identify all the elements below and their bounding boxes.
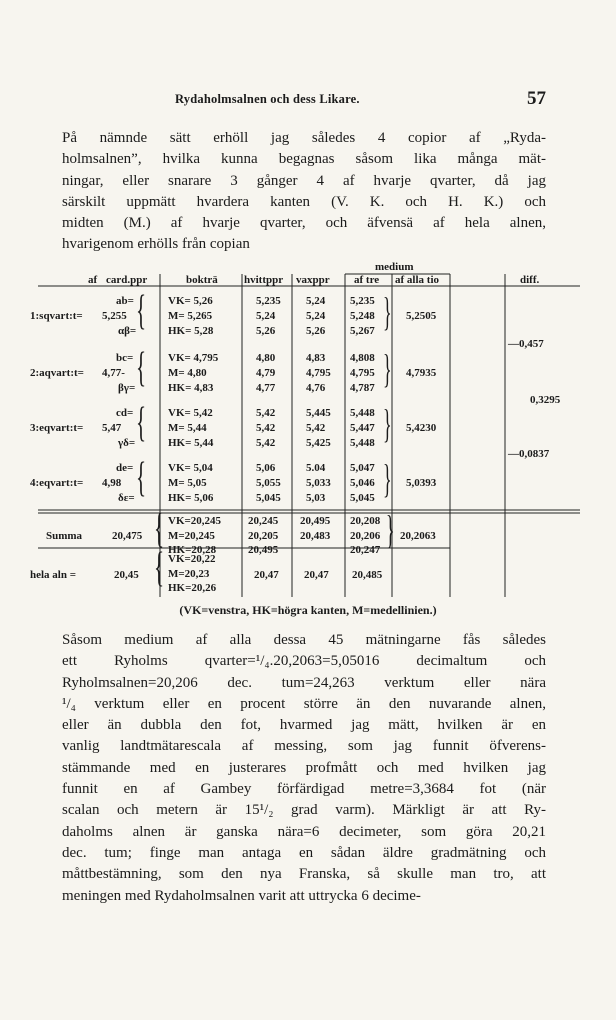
text-line: Ryholmsalnen=20,206 dec. tum=24,263 verktum eller nära <box>62 674 546 691</box>
measurement-table: af card.ppr bokträ hvittppr vaxppr medium af tre af alla tio diff. 1:sqvart:t= ab= 5,255 αβ= { VK= 5,26 M= 5,265 HK= 5,28 5,235 5,24 5,26 5,24 5,24 5,26 5,235 5,248 5,267 } 5,2505 2:aqvart:t= bc= 4,77- βγ= { VK= 4,795 M= 4,80 HK= 4,83 4,80 4,79 4,77 4,83 4,795 4,76 4,808 4,795 4,787 } 4,7935 3:eqvart:t= cd= 5,47 γδ= { VK= 5,42 M= 5,44 HK= 5,44 5,42 5,42 5,42 5,445 5,42 5,425 5,448 5,447 5,448 } 5,4230 4:eqvart:t= de= 4,98 δε= { VK= 5,04 M= 5,05 HK= 5,06 5,06 5,055 5,045 5.04 5,033 5,03 5,047 5,046 5,045 } 5,0393 —0,457 0,3295 —0,0837 Summa 20,475 { VK=20,245 M=20,245 HK=20,28 20,245 20,205 20,495 20,495 20,483 20,208 20,206 20,247 } 20,2063 hela aln = 20,45 { VK=20,22 M=20,23 HK=20,26 20,47 20,47 20,485 <box>30 252 590 597</box>
summa-tre: 20,206 <box>350 530 381 542</box>
summa-vax: 20,495 <box>300 515 331 527</box>
header-af: af <box>88 274 98 286</box>
tre-cell: 4,795 <box>350 367 375 379</box>
summa-boktra: VK=20,245 <box>168 515 222 527</box>
header-card: card.ppr <box>106 274 148 286</box>
hvitt-cell: 4,80 <box>256 352 276 364</box>
card-symbol: αβ= <box>118 325 137 337</box>
text-line: ett Ryholms qvarter=¹/₄.20,2063=5,05016 decimaltum och <box>62 653 546 670</box>
hvitt-cell: 5,235 <box>256 295 281 307</box>
text-line: scalan och metern är 15¹/₂ grad varm). Märkligt är att Ry- <box>62 802 546 819</box>
summa-boktra: HK=20,28 <box>168 544 217 556</box>
boktra-cell: M= 5,265 <box>168 310 213 322</box>
boktra-cell: M= 5,05 <box>168 477 207 489</box>
group-label: 1:sqvart:t= <box>30 310 83 322</box>
vax-cell: 5,42 <box>306 422 326 434</box>
tre-cell: 5,447 <box>350 422 375 434</box>
boktra-cell: VK= 4,795 <box>168 352 219 364</box>
page-number: 57 <box>527 88 546 109</box>
card-value: 5,47 <box>102 422 122 434</box>
hvitt-cell: 5,24 <box>256 310 276 322</box>
card-symbol: δε= <box>118 492 135 504</box>
vax-cell: 5,24 <box>306 295 326 307</box>
summa-boktra: M=20,245 <box>168 530 215 542</box>
boktra-cell: HK= 5,28 <box>168 325 214 337</box>
text-line: hvarigenom erhölls från copian <box>62 236 250 253</box>
page-header <box>60 88 546 112</box>
alla-cell: 5,4230 <box>406 422 437 434</box>
card-symbol: γδ= <box>118 437 136 449</box>
text-line: särskilt uppmätt hvardera kanten (V. K. och H. K.) och <box>62 193 546 210</box>
summa-vax: 20,483 <box>300 530 331 542</box>
tre-cell: 5,046 <box>350 477 375 489</box>
header-af-tre: af tre <box>354 274 380 286</box>
text-line: ¹/₄ verktum eller en procent större än den nuvarande alnen, <box>62 695 546 712</box>
hvitt-cell: 5,045 <box>256 492 281 504</box>
summa-hvitt: 20,495 <box>248 544 279 556</box>
tre-cell: 5,448 <box>350 407 375 419</box>
hvitt-cell: 5,055 <box>256 477 281 489</box>
summa-alla: 20,2063 <box>400 530 436 542</box>
card-symbol: βγ= <box>118 382 136 394</box>
vax-cell: 5,445 <box>306 407 331 419</box>
summa-tre: 20,208 <box>350 515 381 527</box>
text-line: meningen med Rydaholmsalnen varit att uttrycka 6 decime- <box>62 887 421 904</box>
vax-cell: 5,03 <box>306 492 326 504</box>
summa-label: Summa <box>46 530 83 542</box>
text-line: vanlig landtmätarescala af messing, som jag funnit öfverens- <box>62 738 546 755</box>
header-hvittppr: hvittppr <box>244 274 284 286</box>
vax-cell: 5,24 <box>306 310 326 322</box>
text-line: eller än dubbla den fot, hvarmed jag mätt, hvilken är en <box>62 717 546 734</box>
vax-cell: 5.04 <box>306 462 326 474</box>
vax-cell: 4,76 <box>306 382 326 394</box>
running-title: Rydaholmsalnen och dess Likare. <box>175 92 360 106</box>
card-symbol: de= <box>116 462 134 474</box>
paragraph-conclusion <box>62 630 546 907</box>
hvitt-cell: 4,79 <box>256 367 276 379</box>
boktra-cell: VK= 5,26 <box>168 295 213 307</box>
text-line: Såsom medium af alla dessa 45 mätningarne fås således <box>62 632 546 648</box>
boktra-cell: HK= 5,44 <box>168 437 214 449</box>
vax-cell: 4,795 <box>306 367 331 379</box>
hvitt-cell: 5,42 <box>256 437 276 449</box>
vax-cell: 5,425 <box>306 437 331 449</box>
diff-value: 0,3295 <box>530 394 561 406</box>
summa-tre: 20,247 <box>350 544 381 556</box>
text-line: måttbestämning, som den nya Franska, så skulle man tro, att <box>62 866 546 883</box>
text-line: På nämnde sätt erhöll jag således 4 copior af „Ryda- <box>62 130 546 146</box>
tre-cell: 5,235 <box>350 295 375 307</box>
hela-tre: 20,485 <box>352 569 383 581</box>
tre-cell: 5,267 <box>350 325 375 337</box>
card-symbol: ab= <box>116 295 134 307</box>
hvitt-cell: 5,26 <box>256 325 276 337</box>
boktra-cell: M= 5,44 <box>168 422 207 434</box>
card-symbol: bc= <box>116 352 134 364</box>
hela-hvitt: 20,47 <box>254 569 279 581</box>
alla-cell: 5,0393 <box>406 477 437 489</box>
tre-cell: 5,045 <box>350 492 375 504</box>
hela-boktra: VK=20,22 <box>168 553 216 565</box>
boktra-cell: HK= 5,06 <box>168 492 214 504</box>
card-symbol: cd= <box>116 407 134 419</box>
boktra-cell: VK= 5,04 <box>168 462 213 474</box>
card-value: 5,255 <box>102 310 127 322</box>
alla-cell: 4,7935 <box>406 367 437 379</box>
table-note: (VK=venstra, HK=högra kanten, M=medellinien.) <box>179 603 437 617</box>
card-value: 4,77- <box>102 367 125 379</box>
header-af-alla-tio: af alla tio <box>395 274 439 286</box>
alla-cell: 5,2505 <box>406 310 437 322</box>
tre-cell: 4,808 <box>350 352 375 364</box>
text-line: ningar, eller snarare 3 gånger 4 af hvarje qvarter, då jag <box>62 172 546 189</box>
diff-value: —0,457 <box>508 338 544 350</box>
hvitt-cell: 5,06 <box>256 462 276 474</box>
hela-boktra: HK=20,26 <box>168 582 217 594</box>
tre-cell: 5,248 <box>350 310 375 322</box>
text-line: holmsalnen”, hvilka kunna begagnas såsom lika många mät- <box>62 151 546 168</box>
group-label: 3:eqvart:t= <box>30 422 84 434</box>
group-label: 2:aqvart:t= <box>30 367 84 379</box>
hela-card: 20,45 <box>114 569 139 581</box>
paragraph-intro <box>62 128 546 256</box>
summa-hvitt: 20,245 <box>248 515 279 527</box>
hvitt-cell: 5,42 <box>256 407 276 419</box>
tre-cell: 4,787 <box>350 382 375 394</box>
vax-cell: 5,033 <box>306 477 331 489</box>
hela-boktra: M=20,23 <box>168 568 210 580</box>
text-line: midten (M.) af hvarje qvarter, och äfvensä af hela alnen, <box>62 215 546 232</box>
header-boktra: bokträ <box>186 274 218 286</box>
header-vaxppr: vaxppr <box>296 274 330 286</box>
card-value: 4,98 <box>102 477 122 489</box>
tre-cell: 5,047 <box>350 462 375 474</box>
vax-cell: 5,26 <box>306 325 326 337</box>
group-label: 4:eqvart:t= <box>30 477 84 489</box>
hela-label: hela aln = <box>30 569 76 581</box>
text-line: stämmande med en justerares profmått och med hvilken jag <box>62 759 546 776</box>
hela-vax: 20,47 <box>304 569 329 581</box>
header-medium: medium <box>375 261 414 273</box>
summa-hvitt: 20,205 <box>248 530 279 542</box>
header-diff: diff. <box>520 274 540 286</box>
boktra-cell: M= 4,80 <box>168 367 207 379</box>
text-line: dec. tum; finge man antaga en sådan äldre gradmätning och <box>62 844 546 861</box>
vax-cell: 4,83 <box>306 352 326 364</box>
diff-value: —0,0837 <box>508 448 550 460</box>
boktra-cell: HK= 4,83 <box>168 382 214 394</box>
text-line: daholms alnen är ganska nära=6 decimeter, som göra 20,21 <box>62 823 546 840</box>
tre-cell: 5,448 <box>350 437 375 449</box>
text-line: funnit en af Gambey förfärdigad metre=3,3684 fot (när <box>62 781 546 798</box>
hvitt-cell: 4,77 <box>256 382 276 394</box>
hvitt-cell: 5,42 <box>256 422 276 434</box>
boktra-cell: VK= 5,42 <box>168 407 213 419</box>
summa-card: 20,475 <box>112 530 143 542</box>
